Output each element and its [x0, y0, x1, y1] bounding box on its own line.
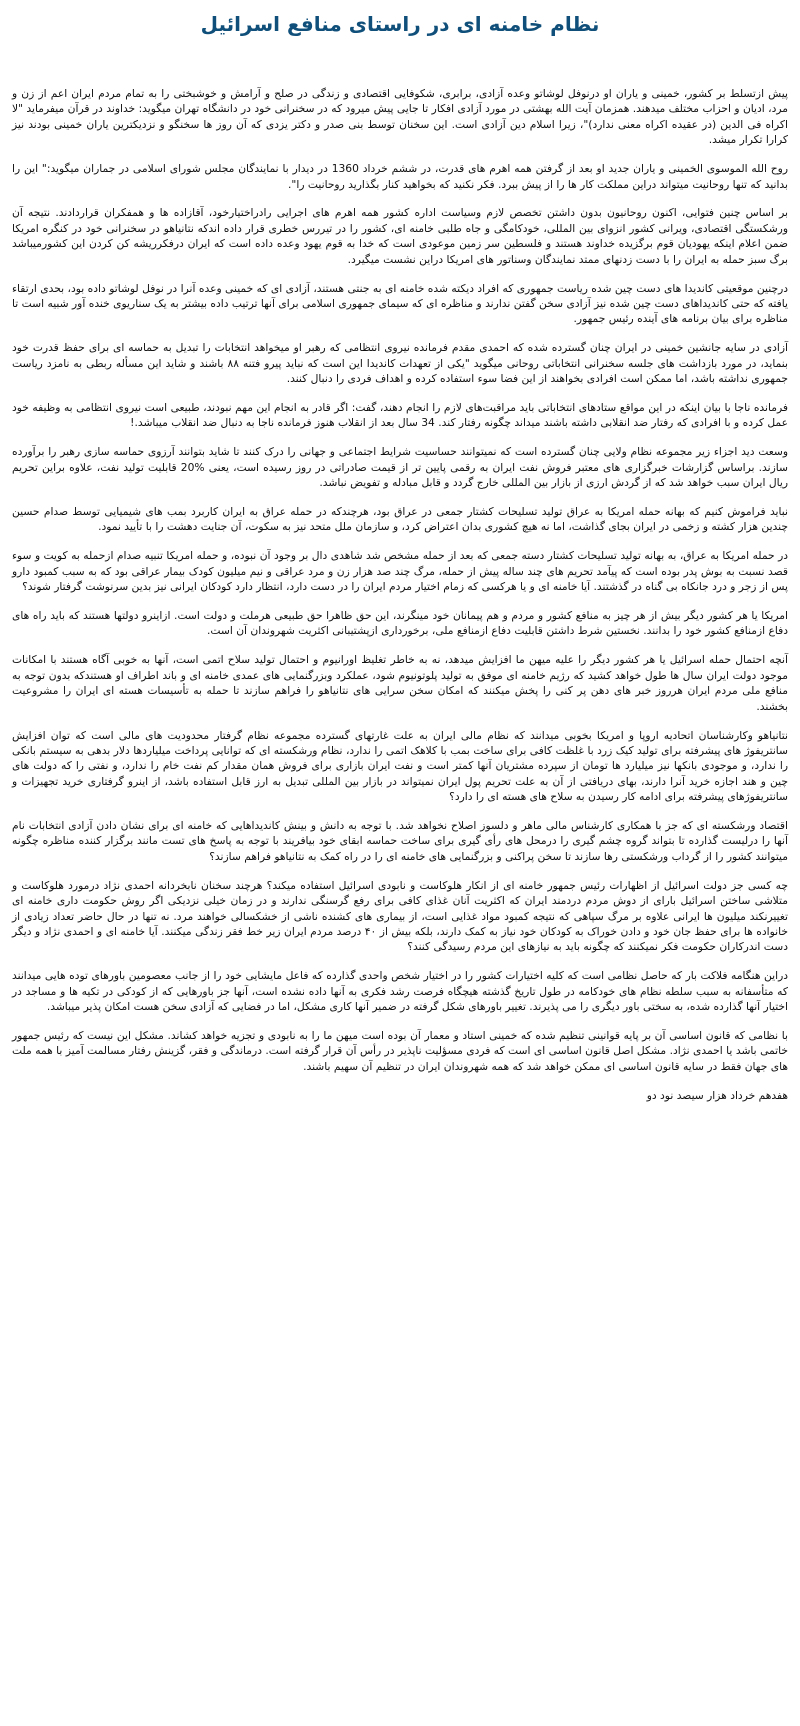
- article-paragraph: دراین هنگامه فلاکت بار که حاصل نظامی است که کلیه اختیارات کشور را در اختیار شخص واحدی گذارده که فاعل مایشایی خود را از جانب معصومین باورهای توده هایی میدانند که متأسفانه به سبب سلطه نظام های خودکامه در طول تاریخ گذشته هیچگاه فرصت رشد فکری به آنها داده نشده است، آنها جز باورهایی که از کودکی در تکیه ها و مساجد در اختیار آنها گذارده شده، به سختی باور دیگری را می پذیرند. تغییر باورهای شکل گرفته در ضمیر آنها کاری مشکل، اما در فضایی که آزادی سخن هست امکان پذیر میباشد.: [12, 969, 788, 1014]
- article-paragraph: پیش ازتسلط بر کشور، خمینی و یاران او درنوفل لوشاتو وعده آزادی، برابری، شکوفایی اقتصادی و زندگی در صلح و آرامش و خوشبختی را به تمام مردم ایران اعم از زن و مرد، ادیان و احزاب مختلف میدهند. همزمان آیت الله بهشتی در مورد آزادی افکار تا جایی پیش میرود که در سخنرانی خود در دانشگاه تهران میگوید: خداوند در قرآن میفرماید "لا اکراه فی الدین (در عقیده اکراه معنی ندارد)"، زیرا اسلام دین آزادی است. این سخنان توسط بنی صدر و دکتر یزدی که آن روز ها سخنگو و نزدیکترین یاران خمینی بودند نیز کرارا تکرار میشد.: [12, 87, 788, 147]
- article-paragraph: بر اساس چنین فتوایی، اکنون روحانیون بدون داشتن تخصص لازم وسیاست اداره کشور همه اهرم های اجرایی رادراختیارخود، آقازاده ها و همفکران قراردادند. نتیجه آن ورشکستگی اقتصادی، ویرانی کشور انزوای بین المللی، خودکامگی و جاه طلبی خامنه ای، کشور را در تیررس خطری قرار داده اندکه نتانیاهو در سخنرانی خود در کنگره امریکا ضمن اعلام اینکه یهودیان قوم برگزیده خداوند هستند و فلسطین سر زمین موعودی است که خدا به قوم یهود وعده داده است که ایران درفکرریشه کن کردن این کشورمیباشد برگ سبز حمله به ایران را با دست زدنهای ممتد نمایندگان وسناتور های امریکا دراین نشست میگیرد.: [12, 206, 788, 266]
- article-paragraph: درچنین موقعیتی کاندیدا های دست چین شده ریاست جمهوری که افراد دیکته شده خامنه ای به جنتی هستند، آزادی ای که خمینی وعده آنرا در نوفل لوشاتو داده بود، بحدی ارتقاء یافته که حتی کاندیدا‌های دست چین شده نیز آزادی سخن گفتن ندارند و مناظره ای که سیمای جمهوری اسلامی برای آنها ترتیب داده بیشتر به یک سناریوی خنده آور شبیه است تا مناظره برای بیان برنامه های آینده رئیس جمهور.: [12, 281, 788, 326]
- article-paragraph: آنچه احتمال حمله اسرائیل یا هر کشور دیگر را علیه میهن ما افزایش میدهد، نه به خاطر تغلیظ اورانیوم و احتمال تولید سلاح اتمی است، آنها به خوبی آگاه هستند با امکانات موجود دولت ایران سال ها طول خواهد کشید که رژیم خامنه ای موفق به تولید پلوتونیوم شود، عملکرد وبزرگنمایی های عمدی خامنه ای و باند اطراف او هستندکه بدون توجه به منافع ملی مردم ایران هرروز خبر های دهن پر کنی را پخش میکنند که امکان سخن سرایی های نتانیاهو را فراهم سازند تا حمله به تأسیسات هسته ای ایران را مشروعیت بخشند.: [12, 653, 788, 713]
- article-paragraph: امریکا یا هر کشور دیگر بیش از هر چیز به منافع کشور و مردم و هم پیمانان خود مینگرند، این حق ظاهرا حق طبیعی هرملت و دولت است. ازاینرو دولتها هستند که باید راه های دفاع ازمنافع کشور خود را بدانند. نخستین شرط داشتن قابلیت دفاع ازمنافع ملی، برخورداری ازپشتیبانی اکثریت شهروندان آن است.: [12, 609, 788, 638]
- article-paragraph: با نظامی که قانون اساسی آن بر پایه قوانینی تنظیم شده که خمینی استاد و معمار آن بوده است میهن ما را به نابودی و تجزیه خواهد کشاند. مشکل این نیست که رئیس جمهور خاتمی باشد یا احمدی نژاد. مشکل اصل قانون اساسی ای است که فردی مسؤلیت ناپذیر در رأس آن قرار گرفته است. درماندگی و فقر، گزینش رفتار مسالمت آمیز با همه ملت های جهان فقط در سایه قانون اساسی ای ممکن خواهد شد که همه شهروندان ایران در تنظیم آن سهیم باشند.: [12, 1029, 788, 1073]
- article-paragraph: آزادی در سایه جانشین خمینی در ایران چنان گسترده شده که احمدی مقدم فرمانده نیروی انتظامی که رهبر او میخواهد انتخابات را تبدیل به حماسه ای برای حفظ قدرت خود بنماید، در مورد بازداشت های جلسه سخنرانی انتخاباتی روحانی میگوید "یکی از تعهدات کاندیدا این است که نباید پیرو فتنه ۸۸ باشند و شاید این مسأله ربطی به نامزد ریاست جمهوری نداشته باشد، اما ممکن است افرادی بخواهند از این فضا سوء استفاده کرده و اهداف فردی را دنبال کنند.: [12, 341, 788, 386]
- article-date-signoff: هفدهم خرداد هزار سیصد نود دو: [646, 1088, 788, 1102]
- article-title: نظام خامنه ای در راستای منافع اسرائیل: [200, 12, 600, 36]
- article-paragraph: نتانیاهو وکارشناسان اتحادیه اروپا و امریکا بخوبی میدانند که نظام مالی ایران به علت غارتهای گسترده مجموعه نظام گرفتار محدودیت های مالی است که توان افزایش سانتریفوژ های پیشرفته برای تولید کیک زرد با غلظت کافی برای ساخت بمب با کلاهک اتمی را ندارد، نظام ورشکسته ای که توانایی پرداخت میلیاردها دلار بدهی به سیستم بانکی را ندارد، و موجودی بانکها نیز میلیارد ها تومان از سپرده مشتریان آنها کمتر است و نفت ایران بازاری برای فروش همان مقدار کم نفت خام را ندارد، و نفتی را که دولت های چین و هند اجازه خرید آنرا دارند، بهای دریافتی از آن به علت تحریم پول ایران نمیتواند در بازار بین المللی تبدیل به ارز قابل استفاده باشد، از اینرو گرفتاری خرید تجهیزات و سانتریفوژهای پیشرفته برای ادامه کار رسیدن به سلاح های هسته ای را دارد؟: [12, 728, 788, 804]
- article-paragraph: وسعت دید اجزاء زیر مجموعه نظام ولایی چنان گسترده است که نمیتوانند حساسیت شرایط اجتماعی و جهانی را درک کنند تا شاید بتوانند آرزوی حماسه سازی رهبر را برآورده سازند. براساس گزارشات خبرگزاری های معتبر فروش نفت ایران به رقمی پایین تر از قیمت صادراتی در روز رسیده است، یعنی %20 قابلیت تولید نفت، علاوه براین تحریم ریال ایران سبب خواهد شد که از گردش ارزی از بازار بین المللی خارج گردد و قابل مبادله و تفویض نباشد.: [12, 445, 789, 490]
- article-paragraph: اقتصاد ورشکسته ای که جز با همکاری کارشناس مالی ماهر و دلسوز اصلاح نخواهد شد. با توجه به دانش و بینش کاندیداهایی که خامنه ای برای نشان دادن آزادی انتخابات نام آنها را درلیست گذارده تا بتواند گروه چشم گیری را درمحل های رأی گیری برای ساخت حماسه ابقای خود بیافریند با توجه به پاسخ های تست مانند برگزار کننده مناظره چگونه میتوانند کشور را از گرداب ورشکستی رها سازند تا سخن پراکنی و بزرگنمایی های خامنه ای را در راه کمک به نتانیاهو فراهم سازند؟: [12, 819, 788, 863]
- article-body: [12, 86, 788, 1103]
- article-paragraph: نباید فراموش کنیم که بهانه حمله امریکا به عراق تولید تسلیحات کشتار جمعی در عراق بود، هرچندکه در حمله عراق به ایران کاربرد بمب های شیمیایی توسط صدام حسین چندین هزار کشته و زخمی در ایران بجای گذاشت، اما نه هیچ کشوری بدان اعتراض کرد، و سازمان ملل متحد نیز به سکوت، آن جنایت دهشت را با تأیید نمود.: [12, 505, 788, 534]
- article-paragraph: چه کسی جز دولت اسرائیل از اظهارات رئیس جمهور خامنه ای از انکار هلوکاست و نابودی اسرائیل استفاده میکند؟ هرچند سخنان نابخردانه احمدی نژاد درمورد هلوکاست و متلاشی ساختن اسرائیل بارای از دوش مردم دردمند ایران که اکثریت آنان غذای کافی برای رفع گرسنگی ندارند و در زمان خیلی نزدیکی اگر روش حکومت داری خامنه ای تغییرنکند میلیون ها ایرانی علاوه بر مرگ سپاهی که نتیجه کمبود مواد غذایی است، از بیماری های کشنده ناشی از خشکسالی خواهند مرد. نه تنها در حال حاضر تعداد زیادی از خانواده ها برای حفظ جان خود و دادن خوراک به کودکان خود نیاز به کمک دارند، بلکه بیش از ۴۰ درصد مردم ایران زیر خط فقر زندگی میکنند. آیا خامنه ای و احمدی نژاد و دیگر دست اندرکاران حکومت فکر نمیکنند که چگونه باید به نیازهای این مردم رسیدگی کنند؟: [12, 878, 788, 954]
- article-paragraph: در حمله امریکا به عراق، به بهانه تولید تسلیحات کشتار دسته جمعی که بعد از حمله مشخص شد شاهدی دال بر وجود آن نبوده، و حمله امریکا تنبیه صدام ازحمله به کویت و سوء قصد نسبت به بوش پدر بوده است که پیآمد تحریم های چند ساله پیش از حمله، مرگ چند صد هزار زن و مرد عراقی و نیم میلیون کودک بیمار عراقی بود که به سبب کمبود دارو پس از زجر و درد جانکاه بی گناه در گذشتند. آیا خامنه ای و یا هرکسی که زمام اختیار مردم ایران را در دست دارد، انتظار دارد کودکان ایرانی نیز بدین سرنوشت گرفتار شوند؟: [12, 549, 788, 594]
- article-paragraph: فرمانده ناجا با بیان اینکه در این مواقع ستادهای انتخاباتی باید مراقبت‌های لازم را انجام دهند، گفت: اگر قادر به انجام این مهم نبودند، طبیعی است نیروی انتظامی به وظیفه خود عمل کرده و با افرادی که رفتار ضد انقلابی داشته باشند میداند چگونه رفتار کند. 34 سال بعد از انقلاب هنوز فرمانده ناجا به دنبال ضد انقلاب میباشد.!: [12, 401, 788, 430]
- article-paragraph: روح الله الموسوی الخمینی و یاران جدید او بعد از گرفتن همه اهرم های قدرت، در ششم خرداد 1360 در دیدار با نمایندگان مجلس شورای اسلامی در جماران میگوید:" این را بدانید که تنها روحانیت میتواند دراین مملکت کار ها را از پیش ببرد. فکر نکنید که بخواهید کنار بگذارید روحانیت را".: [12, 162, 789, 191]
